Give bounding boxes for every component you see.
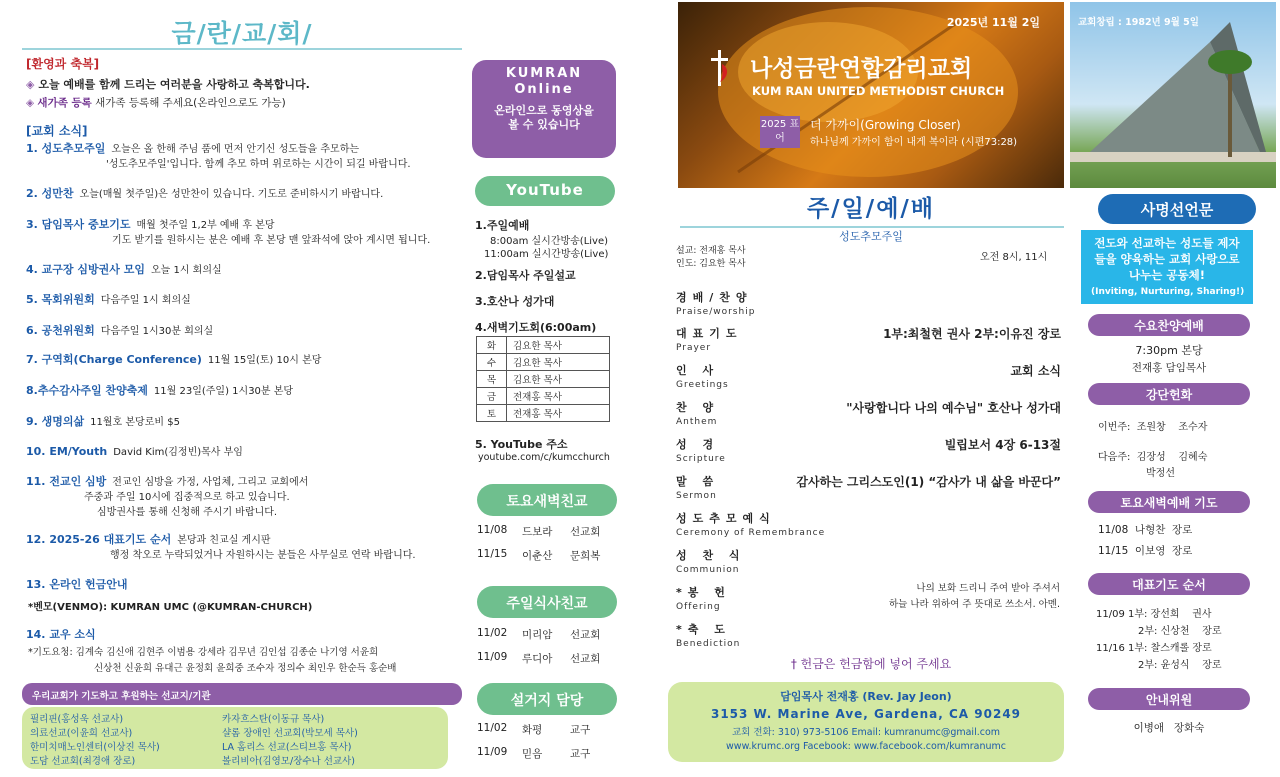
news-item bbox=[26, 216, 275, 232]
sat-prayer-1: 11/08 나형찬 장로 bbox=[1098, 524, 1193, 536]
yt-item-1a: 8:00am 실시간방송(Live) bbox=[490, 236, 609, 247]
order-row bbox=[676, 325, 1061, 359]
news-item-text-2: 행정 착오로 누락되었거나 자원하시는 분들은 사무실로 연락 바랍니다. bbox=[110, 550, 416, 561]
news-item-title: 5. 목회위원회 bbox=[26, 293, 95, 306]
schedule-group: 선교회 bbox=[570, 653, 601, 665]
news-item-text: 11월 15일(토) 10시 본당 bbox=[207, 355, 322, 366]
wed-worship-pastor: 전재홍 담임목사 bbox=[1131, 362, 1207, 374]
sat-prayer-2: 11/15 이보영 장로 bbox=[1098, 545, 1193, 557]
schedule-name: 이춘산 bbox=[522, 550, 553, 562]
church-building-icon bbox=[1070, 2, 1276, 188]
news-item-text-3: 심방권사를 통해 신청해 주시기 바랍니다. bbox=[97, 507, 278, 518]
yt-item-3: 3.호산나 성가대 bbox=[475, 295, 555, 308]
altar-next-week-2: 박정선 bbox=[1146, 468, 1175, 479]
order-value: 빌립보서 4장 6-13절 bbox=[944, 438, 1061, 452]
welcome-line-2: ◈ 새가족 등록 새가족 등록해 주세요(온라인으로도 가능) bbox=[26, 97, 286, 109]
order-title-en: Benediction bbox=[676, 639, 741, 649]
order-title-en: Sermon bbox=[676, 491, 717, 501]
church-name-ko: 나성금란연합감리교회 bbox=[750, 56, 973, 82]
news-header: [교회 소식] bbox=[26, 124, 88, 138]
prayer-requests-2: 신상천 신윤희 유대근 윤정회 윤희중 조수자 정의수 최인우 한순득 홍순배 bbox=[94, 663, 397, 674]
schedule-name: 드보라 bbox=[522, 526, 553, 538]
mission-box bbox=[22, 707, 448, 769]
news-column bbox=[22, 0, 462, 777]
order-row bbox=[676, 510, 1061, 544]
schedule-group: 선교회 bbox=[570, 629, 601, 641]
motto: 더 가까이(Growing Closer) bbox=[810, 118, 961, 132]
news-item bbox=[26, 382, 293, 398]
offering-note: † 헌금은 헌금함에 넣어 주세요 bbox=[790, 657, 952, 671]
dawn-day: 목 bbox=[477, 371, 507, 388]
church-phone-email: 교회 전화: 310) 973-5106 Email: kumranumc@gmail.com bbox=[731, 727, 1001, 738]
mission-item: 볼리비아(김영모/장수나 선교사) bbox=[222, 756, 355, 767]
order-title-en: Greetings bbox=[676, 380, 729, 390]
news-item-text: 다음주일 1시30분 회의실 bbox=[100, 326, 214, 337]
news-item bbox=[26, 473, 308, 489]
order-row bbox=[676, 547, 1061, 581]
news-item bbox=[26, 140, 359, 156]
order-value: 1부:최철현 권사 2부:이유진 장로 bbox=[883, 327, 1061, 341]
order-title-en: Anthem bbox=[676, 417, 718, 427]
schedule-group: 문희복 bbox=[570, 550, 601, 562]
order-row bbox=[676, 289, 1061, 323]
welcome-line-1: ◈ 오늘 예배를 함께 드리는 여러분을 사랑하고 축복합니다. bbox=[26, 78, 310, 91]
church-name-en: KUM RAN UNITED METHODIST CHURCH bbox=[752, 84, 1005, 98]
order-title: 성 경 bbox=[676, 438, 720, 451]
diamond-icon: ◈ bbox=[26, 78, 35, 91]
dawn-row bbox=[477, 388, 610, 405]
schedule-date: 11/09 bbox=[477, 651, 508, 663]
schedule-group: 선교회 bbox=[570, 526, 601, 538]
sat-prayer-header: 토요새벽예배 기도 bbox=[1088, 491, 1250, 513]
altar-flowers-header: 강단헌화 bbox=[1088, 383, 1250, 405]
news-item-text-2: 기도 받기를 원하시는 분은 예배 후 본당 맨 앞좌석에 앉아 계시면 됩니다. bbox=[112, 235, 431, 246]
bulletin-date: 2025년 11월 2일 bbox=[946, 16, 1040, 29]
news-item-title: 3. 담임목사 중보기도 bbox=[26, 218, 131, 231]
news-item-text: David Kim(김정빈)목사 부임 bbox=[113, 447, 243, 458]
news-item bbox=[26, 626, 102, 642]
news-item-text: 오늘은 올 한해 주님 품에 먼저 안기신 성도들을 추모하는 bbox=[111, 144, 360, 155]
news-item bbox=[26, 413, 180, 429]
yt-item-1: 1.주일예배 bbox=[475, 219, 530, 232]
church-web[interactable]: www.krumc.org Facebook: www.facebook.com/kumranumc bbox=[726, 741, 1006, 752]
news-item-title: 10. EM/Youth bbox=[26, 445, 108, 458]
schedule-name: 미리암 bbox=[522, 629, 553, 641]
diamond-icon: ◈ bbox=[26, 97, 35, 109]
yt-item-2: 2.담임목사 주일설교 bbox=[475, 269, 576, 282]
news-item-title: 2. 성만찬 bbox=[26, 187, 74, 200]
pastor-name: 담임목사 전재홍 (Rev. Jay Jeon) bbox=[780, 690, 952, 703]
schedule-date: 11/09 bbox=[477, 746, 508, 758]
mission-item: 샬롬 장애인 선교회(박모세 목사) bbox=[222, 728, 358, 739]
dawn-row bbox=[477, 371, 610, 388]
dawn-leader: 김요한 목사 bbox=[507, 354, 610, 371]
order-value: "사랑합니다 나의 예수님" 호산나 성가대 bbox=[846, 401, 1061, 415]
online-title: KUMRAN Online bbox=[505, 66, 583, 97]
news-item bbox=[26, 322, 213, 338]
altar-this-week: 이번주: 조원창 조수자 bbox=[1098, 422, 1208, 433]
rep-prayer-header: 대표기도 순서 bbox=[1088, 573, 1250, 595]
year-motto-label: 2025 표어 bbox=[760, 116, 800, 148]
schedule-date: 11/15 bbox=[477, 548, 508, 560]
dawn-day: 화 bbox=[477, 337, 507, 354]
order-title: 찬 양 bbox=[676, 401, 720, 414]
schedule-name: 루디아 bbox=[522, 653, 553, 665]
order-title: 성도추모예식 bbox=[676, 512, 776, 525]
cross-flame-icon bbox=[708, 48, 732, 88]
order-row bbox=[676, 399, 1061, 433]
news-item-text: 매월 첫주일 1,2부 예배 후 본당 bbox=[136, 220, 275, 231]
dawn-leader: 전재홍 목사 bbox=[507, 388, 610, 405]
dawn-day: 금 bbox=[477, 388, 507, 405]
dawn-row bbox=[477, 337, 610, 354]
news-item bbox=[26, 261, 222, 277]
ushers: 이병애 장화숙 bbox=[1133, 722, 1205, 734]
wed-worship-header: 수요찬양예배 bbox=[1088, 314, 1250, 336]
rep-prayer-4: 2부: 윤성식 장로 bbox=[1138, 660, 1222, 671]
dawn-leader: 김요한 목사 bbox=[507, 337, 610, 354]
schedule-date: 11/02 bbox=[477, 627, 508, 639]
founding-date: 교회창립 : 1982년 9월 5일 bbox=[1078, 17, 1199, 28]
news-item-title: 11. 전교인 심방 bbox=[26, 475, 107, 488]
mission-item: 카자흐스탄(이동규 목사) bbox=[222, 714, 325, 725]
worship-times: 오전 8시, 11시 bbox=[980, 252, 1048, 263]
mission-item: 도담 선교회(최경애 장로) bbox=[30, 756, 136, 767]
order-title: 경배/찬양 bbox=[676, 291, 753, 304]
order-title-en: Prayer bbox=[676, 343, 712, 353]
mission-statement-box bbox=[1081, 230, 1253, 304]
order-value: 교회 소식 bbox=[1010, 364, 1061, 378]
contact-box bbox=[668, 682, 1064, 762]
schedule-name: 화평 bbox=[522, 724, 543, 736]
order-title-en: Praise/worship bbox=[676, 307, 756, 317]
news-item bbox=[26, 576, 134, 592]
news-item-title: 9. 생명의삶 bbox=[26, 415, 85, 428]
mission-statement-header: 사명선언문 bbox=[1098, 194, 1256, 224]
online-text: 온라인으로 동영상을 볼 수 있습니다 bbox=[494, 104, 594, 131]
sun-fellowship-header: 주일식사친교 bbox=[477, 586, 617, 618]
news-item-text-2: '성도추모주일'입니다. 함께 추모 하며 위로하는 시간이 되길 바랍니다. bbox=[106, 159, 411, 170]
dawn-row bbox=[477, 405, 610, 422]
dish-header: 설거지 담당 bbox=[477, 683, 617, 715]
schedule-group: 교구 bbox=[570, 724, 591, 736]
order-title-en: Offering bbox=[676, 602, 721, 612]
news-item-text: 다음주일 1시 회의실 bbox=[100, 295, 191, 306]
schedule-date: 11/08 bbox=[477, 524, 508, 536]
wed-worship-time: 7:30pm 본당 bbox=[1135, 344, 1203, 357]
schedule-name: 믿음 bbox=[522, 748, 543, 760]
order-title: 말 씀 bbox=[676, 475, 720, 488]
news-item-text: 11월호 본당로비 $5 bbox=[90, 417, 180, 428]
yt-item-5: 5. YouTube 주소 bbox=[475, 438, 568, 451]
offering-hymn-2: 하늘 나라 위하여 주 뜻대로 쓰소서. 아멘. bbox=[889, 599, 1060, 610]
mission-item: LA 홈리스 선교(스티브홍 목사) bbox=[222, 742, 352, 753]
rep-prayer-2: 2부: 신상천 장로 bbox=[1138, 626, 1222, 637]
mission-item: 필리핀(홍성욱 선교사) bbox=[30, 714, 124, 725]
mission-header: 우리교회가 기도하고 후원하는 선교지/기관 bbox=[22, 683, 462, 705]
news-item-title: 13. 온라인 헌금안내 bbox=[26, 578, 128, 591]
offering-hymn-1: 나의 보화 드리니 주여 받아 주셔서 bbox=[916, 583, 1060, 594]
news-item-text: 11월 23일(주일) 1시30분 본당 bbox=[153, 386, 294, 397]
yt-item-1b: 11:00am 실시간방송(Live) bbox=[484, 249, 609, 260]
usher-header: 안내위원 bbox=[1088, 688, 1250, 710]
worship-leader: 인도: 김요한 목사 bbox=[676, 259, 746, 269]
news-item-text: 오늘(매월 첫주일)은 성만찬이 있습니다. 기도로 준비하시기 바랍니다. bbox=[79, 189, 384, 200]
welcome-header: [환영과 축복] bbox=[26, 57, 100, 71]
dawn-leader: 전재홍 목사 bbox=[507, 405, 610, 422]
news-item bbox=[26, 185, 383, 201]
order-title: *봉 헌 bbox=[676, 586, 731, 599]
news-item-text-2: 주중과 주일 10시에 집중적으로 하고 있습니다. bbox=[84, 492, 290, 503]
order-row bbox=[676, 621, 1061, 655]
news-item bbox=[26, 291, 191, 307]
venmo-info: *벤모(VENMO): KUMRAN UMC (@KUMRAN-CHURCH) bbox=[28, 602, 313, 613]
yt-item-4: 4.새벽기도회(6:00am) bbox=[475, 321, 597, 334]
news-item-title: 4. 교구장 심방권사 모임 bbox=[26, 263, 145, 276]
order-row bbox=[676, 362, 1061, 396]
mission-item: 의료선교(이윤희 선교사) bbox=[30, 728, 133, 739]
order-title: 대표기도 bbox=[676, 327, 743, 340]
altar-next-week: 다음주: 김장성 김혜숙 bbox=[1098, 452, 1208, 463]
order-title: *축 도 bbox=[676, 623, 731, 636]
news-item-text: 전교인 심방을 가정, 사업체, 그리고 교회에서 bbox=[112, 477, 309, 488]
news-item-title: 1. 성도추모주일 bbox=[26, 142, 106, 155]
prayer-requests-1: *기도요청: 김계숙 김신애 김현주 이범용 강세라 김무년 김인섭 김종순 나기영 서윤희 bbox=[28, 647, 379, 658]
order-title-en: Communion bbox=[676, 565, 740, 575]
mission-statement-en: (Inviting, Nurturing, Sharing!) bbox=[1091, 287, 1245, 297]
motto-verse: 하나님께 가까이 함이 내게 복이라 (시편73:28) bbox=[810, 137, 1018, 148]
worship-subtitle: 성도추모주일 bbox=[839, 230, 903, 243]
online-box bbox=[472, 60, 616, 158]
rep-prayer-3: 11/16 1부: 찰스캐롤 장로 bbox=[1096, 643, 1212, 654]
order-title-en: Scripture bbox=[676, 454, 726, 464]
church-address: 3153 W. Marine Ave, Gardena, CA 90249 bbox=[710, 707, 1022, 721]
news-item-title: 7. 구역회(Charge Conference) bbox=[26, 353, 202, 366]
dawn-day: 토 bbox=[477, 405, 507, 422]
youtube-header: YouTube bbox=[475, 176, 615, 206]
mission-statement-text: 전도와 선교하는 성도들 제자들을 양육하는 교회 사랑으로 나누는 공동체! bbox=[1094, 236, 1240, 282]
divider bbox=[22, 48, 462, 50]
news-item-title: 14. 교우 소식 bbox=[26, 628, 96, 641]
news-item-title: 12. 2025-26 대표기도 순서 bbox=[26, 533, 172, 546]
sat-fellowship-header: 토요새벽친교 bbox=[477, 484, 617, 516]
order-value: 감사하는 그리스도인(1) “감사가 내 삶을 바꾼다” bbox=[796, 475, 1061, 489]
yt-url-link[interactable]: youtube.com/c/kumcchurch bbox=[478, 452, 610, 463]
news-item-text: 오늘 1시 회의실 bbox=[150, 265, 222, 276]
order-title: 인 사 bbox=[676, 364, 720, 377]
header-banner bbox=[678, 2, 1064, 188]
dawn-day: 수 bbox=[477, 354, 507, 371]
dawn-schedule-table bbox=[476, 336, 610, 422]
rep-prayer-1: 11/09 1부: 장선희 권사 bbox=[1096, 609, 1212, 620]
dawn-leader: 김요한 목사 bbox=[507, 371, 610, 388]
order-title: 성 찬 식 bbox=[676, 549, 746, 562]
mission-item: 한미치매노인센터(이상진 목사) bbox=[30, 742, 160, 753]
news-item bbox=[26, 351, 321, 367]
order-row bbox=[676, 473, 1061, 507]
preacher: 설교: 전재홍 목사 bbox=[676, 246, 746, 256]
order-title-en: Ceremony of Remembrance bbox=[676, 528, 826, 538]
schedule-date: 11/02 bbox=[477, 722, 508, 734]
news-item-text: 본당과 친교실 게시판 bbox=[177, 535, 271, 546]
worship-title: 주/일/예/배 bbox=[806, 196, 936, 222]
order-row bbox=[676, 436, 1061, 470]
church-building-photo bbox=[1070, 2, 1276, 188]
dawn-row bbox=[477, 354, 610, 371]
news-item-title: 8.추수감사주일 찬양축제 bbox=[26, 384, 148, 397]
news-item-title: 6. 공천위원회 bbox=[26, 324, 95, 337]
schedule-group: 교구 bbox=[570, 748, 591, 760]
news-item bbox=[26, 443, 243, 458]
news-item bbox=[26, 531, 271, 547]
page-title: 금/란/교/회/ bbox=[171, 19, 313, 48]
